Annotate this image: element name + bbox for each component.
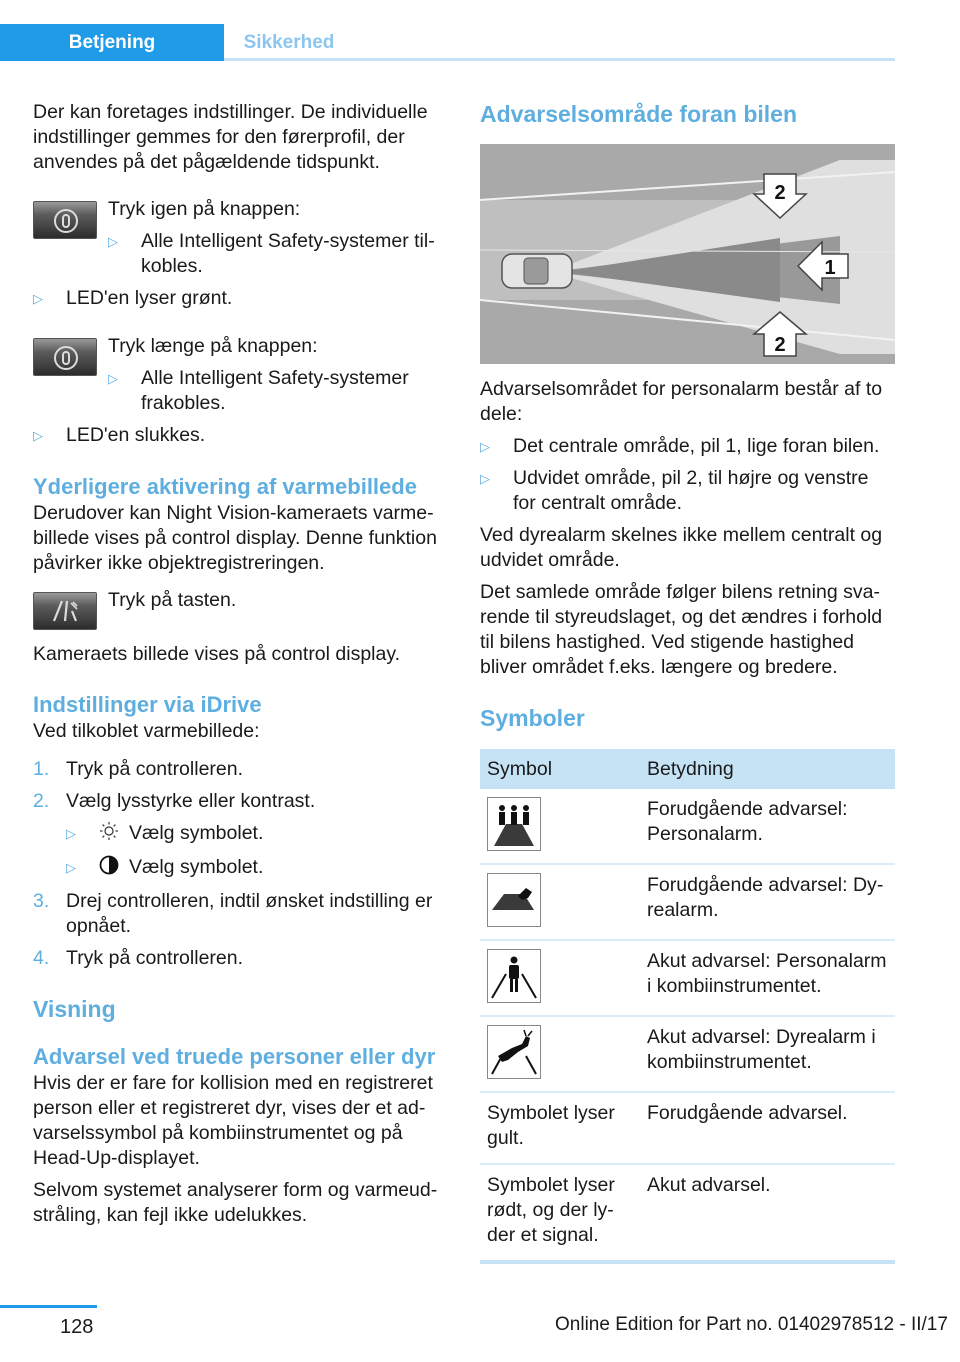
- heading-idrive: Indstillinger via iDrive: [33, 692, 262, 717]
- press-long-row: [33, 334, 447, 416]
- right-column: [480, 100, 895, 1264]
- triangle-bullet-icon: ▷: [33, 291, 43, 306]
- table-row: Forudgående advarsel: Personalarm.: [480, 789, 895, 864]
- press-key-row: [33, 588, 447, 634]
- bullet-item: ▷ Det centrale område, pil 1, lige foran bilen.: [480, 435, 880, 457]
- column-header: Betydning: [640, 749, 895, 789]
- heading-area: Advarselsområde foran bilen: [480, 101, 797, 127]
- page-number: 128: [60, 1316, 94, 1338]
- step-item: 3. Drej controlleren, indtil ønsket indstilling er opnået.: [33, 890, 433, 937]
- triangle-bullet-icon: ▷: [66, 826, 76, 841]
- tab-underline: [224, 58, 895, 61]
- pedestrians-warning-icon: [487, 797, 541, 851]
- heading-thermal: Yderligere aktivering af varmebillede: [33, 474, 417, 499]
- edition-text: Online Edition for Part no. 01402978512 - II/17: [555, 1314, 948, 1335]
- animal-text: Ved dyrealarm skelnes ikke mellem centralt og udvidet område.: [480, 524, 883, 571]
- step-item: 2. Vælg lysstyrke eller kontrast.: [33, 790, 316, 812]
- deer-acute-icon: [487, 1025, 541, 1079]
- car-icon: [502, 254, 572, 288]
- bullet-item: ▷ Alle Intelligent Safety-systemer frakobles.: [108, 367, 409, 414]
- follow-text: Det samlede område følger bilens retning svarende til styreudslaget, og det ændres i forhold til bilens hastighed. Ved stigende hastighed bliver området f.eks. længere og bredere.: [480, 581, 883, 678]
- press-again-row: [33, 197, 447, 279]
- tab-betjening[interactable]: Betjening: [0, 24, 224, 61]
- brightness-icon: [99, 821, 119, 848]
- triangle-bullet-icon: ▷: [108, 234, 118, 249]
- step-item: 1. Tryk på controlleren.: [33, 758, 244, 780]
- column-header: Symbol: [480, 749, 640, 789]
- svg-text:1: 1: [824, 257, 836, 279]
- animal-road-warning-icon: [487, 873, 541, 927]
- warning-text-2: Selvom systemet analyserer form og varmeudstråling, kan fejl ikke udelukkes.: [33, 1179, 438, 1226]
- triangle-bullet-icon: ▷: [33, 428, 43, 443]
- sub-bullet-item: ▷ Vælg symbolet.: [66, 821, 447, 848]
- heading-warning: Advarsel ved truede personer eller dyr: [33, 1044, 436, 1069]
- triangle-bullet-icon: ▷: [66, 860, 76, 875]
- safety-button-icon: [33, 338, 97, 376]
- table-row: Symbolet lyser gult. Forudgående advarsel.: [480, 1092, 895, 1164]
- sub-bullet-item: ▷ Vælg symbolet.: [66, 855, 447, 882]
- triangle-bullet-icon: ▷: [108, 371, 118, 386]
- table-row: Forudgående advarsel: Dyrealarm.: [480, 864, 895, 940]
- table-header-row: [480, 749, 895, 789]
- bullet-item: ▷ Udvidet område, pil 2, til højre og venstre for centralt område.: [480, 467, 869, 514]
- chapter-tabs: [0, 24, 895, 61]
- svg-text:2: 2: [774, 182, 786, 204]
- triangle-bullet-icon: ▷: [480, 471, 490, 486]
- press-long-text: Tryk længe på knappen:: [108, 335, 318, 357]
- thermal-text: Derudover kan Night Vision-kameraets varmebillede vises på control display. Denne funktion påvirker ikke objektregistreringen.: [33, 502, 437, 574]
- heading-symbols: Symboler: [480, 705, 585, 731]
- pedestrian-acute-icon: [487, 949, 541, 1003]
- area-intro: Advarselsområdet for personalarm består af to dele:: [480, 378, 883, 425]
- warning-area-figure: [480, 144, 895, 364]
- heading-display: Visning: [33, 996, 116, 1022]
- contrast-icon: [99, 855, 119, 882]
- table-row: Symbolet lyser rødt, og der lyder et signal. Akut advarsel.: [480, 1164, 895, 1262]
- camera-text: Kameraets billede vises på control display.: [33, 643, 401, 665]
- table-row: Akut advarsel: Personalarm i kombiinstrumentet.: [480, 940, 895, 1016]
- intro-text: Der kan foretages indstillinger. De individuelle indstillinger gemmes for den førerprofil, der anvendes på det pågældende tidspunkt.: [33, 101, 428, 173]
- footer-accent-line: [0, 1305, 97, 1308]
- safety-button-icon: [33, 201, 97, 239]
- warning-text: Hvis der er fare for kollision med en registreret person eller et registreret dyr, vises der et advarselssymbol på kombiinstrumentet og på Head-Up-displayet.: [33, 1072, 433, 1169]
- night-vision-key-icon: [33, 592, 97, 630]
- triangle-bullet-icon: ▷: [480, 439, 490, 454]
- bullet-item: ▷ LED'en lyser grønt.: [33, 287, 233, 309]
- symbols-table: [480, 749, 895, 1264]
- press-again-text: Tryk igen på knappen:: [108, 198, 301, 220]
- tab-sikkerhed[interactable]: Sikkerhed: [243, 32, 335, 53]
- left-column: [33, 100, 447, 1228]
- svg-text:2: 2: [774, 334, 786, 356]
- bullet-item: ▷ LED'en slukkes.: [33, 424, 206, 446]
- bullet-item: ▷ Alle Intelligent Safety-systemer tilkobles.: [108, 230, 435, 277]
- idrive-intro: Ved tilkoblet varmebillede:: [33, 720, 260, 742]
- step-item: 4. Tryk på controlleren.: [33, 947, 244, 969]
- press-key-text: Tryk på tasten.: [108, 589, 237, 611]
- table-row: Akut advarsel: Dyrealarm i kombiinstrumentet.: [480, 1016, 895, 1092]
